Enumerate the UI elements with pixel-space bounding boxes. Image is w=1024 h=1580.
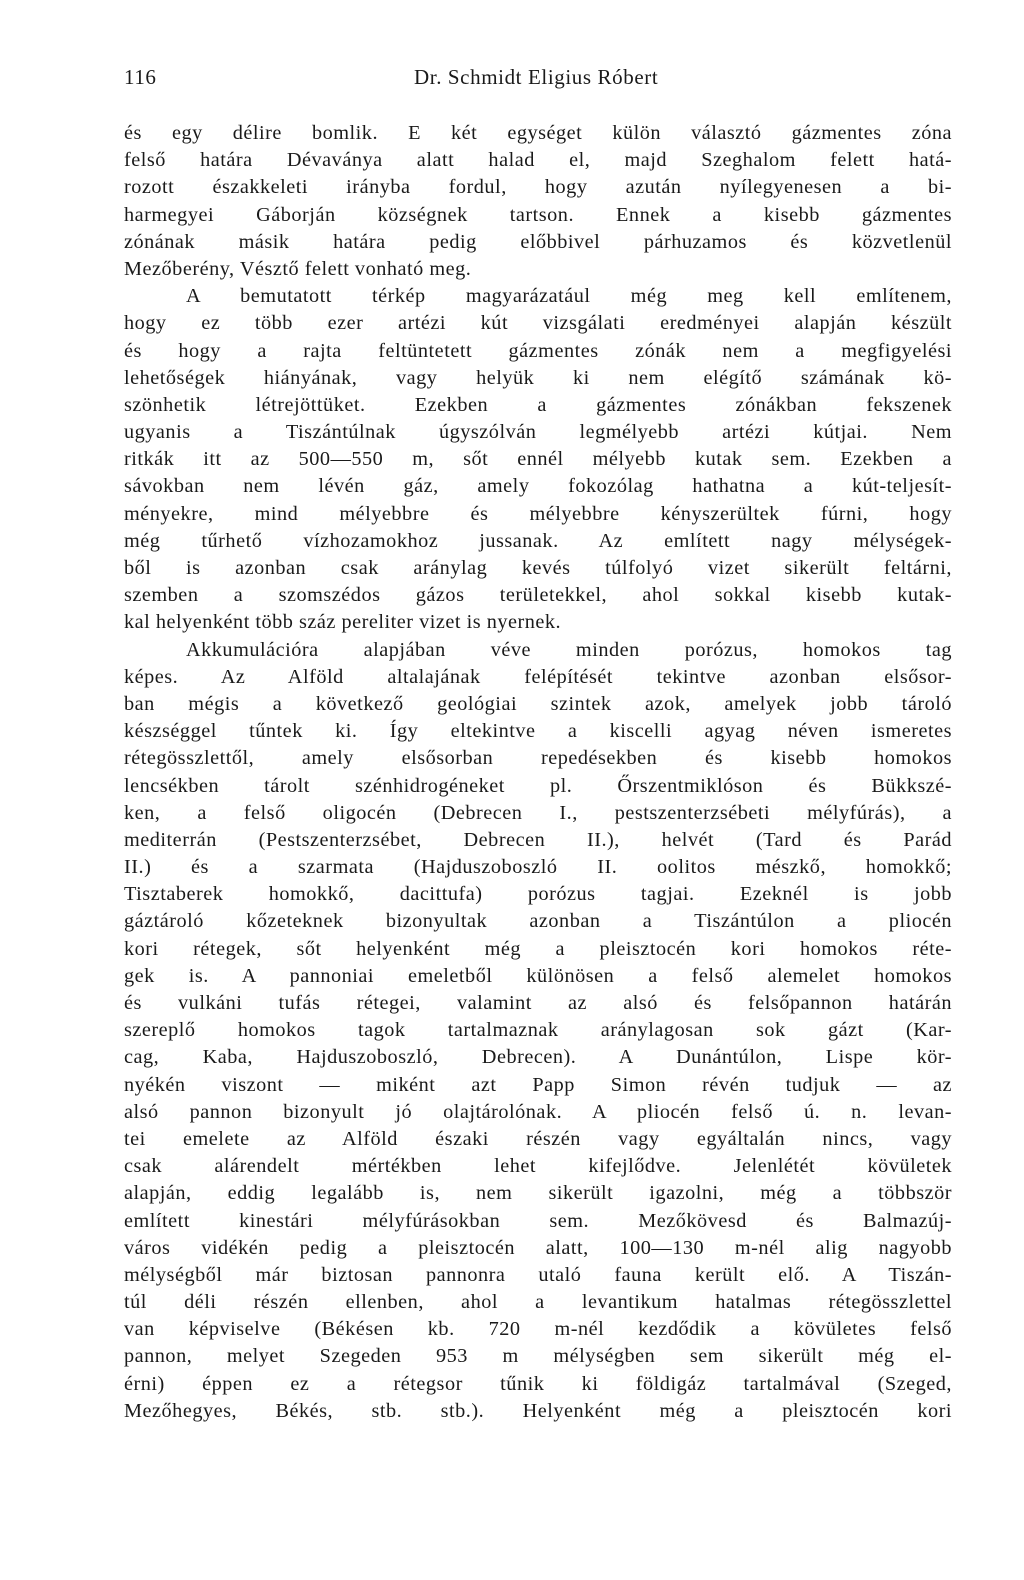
text-line: II.) és a szarmata (Hajduszoboszló II. oolitos mészkő, homokkő;	[124, 856, 952, 879]
paragraph-3	[124, 637, 952, 1425]
text-line: hogy ez több ezer artézi kút vizsgálati eredményei alapján készült	[124, 312, 952, 335]
text-line: Akkumulációra alapjában véve minden porózus, homokos tag	[186, 638, 952, 661]
text-line: ban mégis a következő geológiai szintek azok, amelyek jobb tároló	[124, 692, 952, 715]
text-line: még tűrhető vízhozamokhoz jussanak. Az említett nagy mélységek-	[124, 529, 952, 552]
text-line: gek is. A pannoniai emeletből különösen a felső alemelet homokos	[124, 964, 952, 987]
text-line: sávokban nem lévén gáz, amely fokozólag hathatna a kút-teljesít-	[124, 475, 952, 498]
text-line: mélységből már biztosan pannonra utaló fauna került elő. A Tiszán-	[124, 1263, 952, 1286]
text-line: ken, a felső oligocén (Debrecen I., pestszenterzsébeti mélyfúrás), a	[124, 801, 952, 824]
text-line: szereplő homokos tagok tartalmaznak aránylagosan sok gázt (Kar-	[124, 1019, 952, 1042]
running-head	[124, 62, 952, 92]
text-line: és vulkáni tufás rétegei, valamint az alsó és felsőpannon határán	[124, 992, 952, 1014]
text-line: ritkák itt az 500—550 m, sőt ennél mélyebb kutak sem. Ezekben a	[124, 448, 952, 471]
paragraph-2	[124, 283, 952, 636]
text-line: felső határa Dévaványa alatt halad el, majd Szeghalom felett hatá-	[124, 149, 952, 172]
text-line: alsó pannon bizonyult jó olajtárolónak. A pliocén felső ú. n. levan-	[124, 1100, 952, 1123]
paragraph-1	[124, 120, 952, 283]
text-line: kal helyenként több száz pereliter vizet is nyernek.	[124, 611, 562, 634]
text-line: rozott északkeleti irányba fordul, hogy azután nyílegyenesen a bi-	[124, 176, 952, 199]
text-line: Tisztaberek homokkő, dacittufa) porózus tagjai. Ezeknél is jobb	[124, 883, 952, 906]
text-line: tei emelete az Alföld északi részén vagy egyáltalán nincs, vagy	[124, 1127, 952, 1150]
page-number: 116	[124, 65, 157, 89]
text-line: harmegyei Gáborján községnek tartson. Ennek a kisebb gázmentes	[124, 203, 952, 226]
text-line: cag, Kaba, Hajduszoboszló, Debrecen). A Dunántúlon, Lispe kör-	[124, 1046, 952, 1069]
text-line: szemben a szomszédos gázos területekkel, ahol sokkal kisebb kutak-	[124, 584, 952, 607]
text-line: nyékén viszont — miként azt Papp Simon révén tudjuk — az	[124, 1073, 952, 1096]
text-line: gáztároló kőzeteknek bizonyultak azonban a Tiszántúlon a pliocén	[124, 910, 952, 933]
text-line: mediterrán (Pestszenterzsébet, Debrecen II.), helvét (Tard és Parád	[124, 828, 952, 851]
text-line: város vidékén pedig a pleisztocén alatt, 100—130 m-nél alig nagyobb	[124, 1236, 952, 1259]
text-line: Mezőhegyes, Békés, stb. stb.). Helyenként még a pleisztocén kori	[124, 1399, 952, 1422]
text-line: ugyanis a Tiszántúlnak úgyszólván legmélyebb artézi kútjai. Nem	[124, 421, 952, 444]
text-line: készséggel tűntek ki. Így eltekintve a kiscelli agyag néven ismeretes	[124, 720, 952, 743]
text-line: és hogy a rajta feltüntetett gázmentes zónák nem a megfigyelési	[124, 339, 952, 362]
text-line: van képviselve (Békésen kb. 720 m-nél kezdődik a kövületes felső	[124, 1318, 952, 1341]
text-line: említett kinestári mélyfúrásokban sem. Mezőkövesd és Balmazúj-	[124, 1209, 952, 1232]
text-line: képes. Az Alföld altalajának felépítését tekintve azonban elsősor-	[124, 665, 952, 688]
body-text	[124, 120, 952, 1425]
text-line: lehetőségek hiányának, vagy helyük ki nem elégítő számának kö-	[124, 366, 952, 389]
text-line: ből is azonban csak aránylag kevés túlfolyó vizet sikerült feltárni,	[124, 557, 952, 579]
text-line: kori rétegek, sőt helyenként még a pleisztocén kori homokos réte-	[124, 937, 952, 960]
text-line: szönhetik létrejöttüket. Ezekben a gázmentes zónákban fekszenek	[124, 393, 952, 416]
text-line: rétegösszlettől, amely elsősorban repedésekben és kisebb homokos	[124, 747, 952, 770]
text-line: zónának másik határa pedig előbbivel párhuzamos és közvetlenül	[124, 230, 952, 253]
text-line: csak alárendelt mértékben lehet kifejlődve. Jelenlétét kövületek	[124, 1155, 952, 1178]
text-line: Mezőberény, Vésztő felett vonható meg.	[124, 257, 472, 280]
text-line: és egy délire bomlik. E két egységet külön választó gázmentes zóna	[124, 122, 952, 144]
text-line: A bemutatott térkép magyarázatául még meg kell említenem,	[186, 285, 952, 308]
text-line: alapján, eddig legalább is, nem sikerült igazolni, még a többször	[124, 1182, 952, 1205]
text-line: túl déli részén ellenben, ahol a levantikum hatalmas rétegösszlettel	[124, 1291, 952, 1314]
text-line: ményekre, mind mélyebbre és mélyebbre kényszerültek fúrni, hogy	[124, 502, 952, 525]
running-title: Dr. Schmidt Eligius Róbert	[414, 65, 659, 89]
text-line: lencsékben tárolt szénhidrogéneket pl. Őrszentmiklóson és Bükkszé-	[124, 774, 952, 797]
text-line: pannon, melyet Szegeden 953 m mélységben sem sikerült még el-	[124, 1345, 952, 1368]
text-line: érni) éppen ez a rétegsor tűnik ki földigáz tartalmával (Szeged,	[124, 1372, 952, 1395]
